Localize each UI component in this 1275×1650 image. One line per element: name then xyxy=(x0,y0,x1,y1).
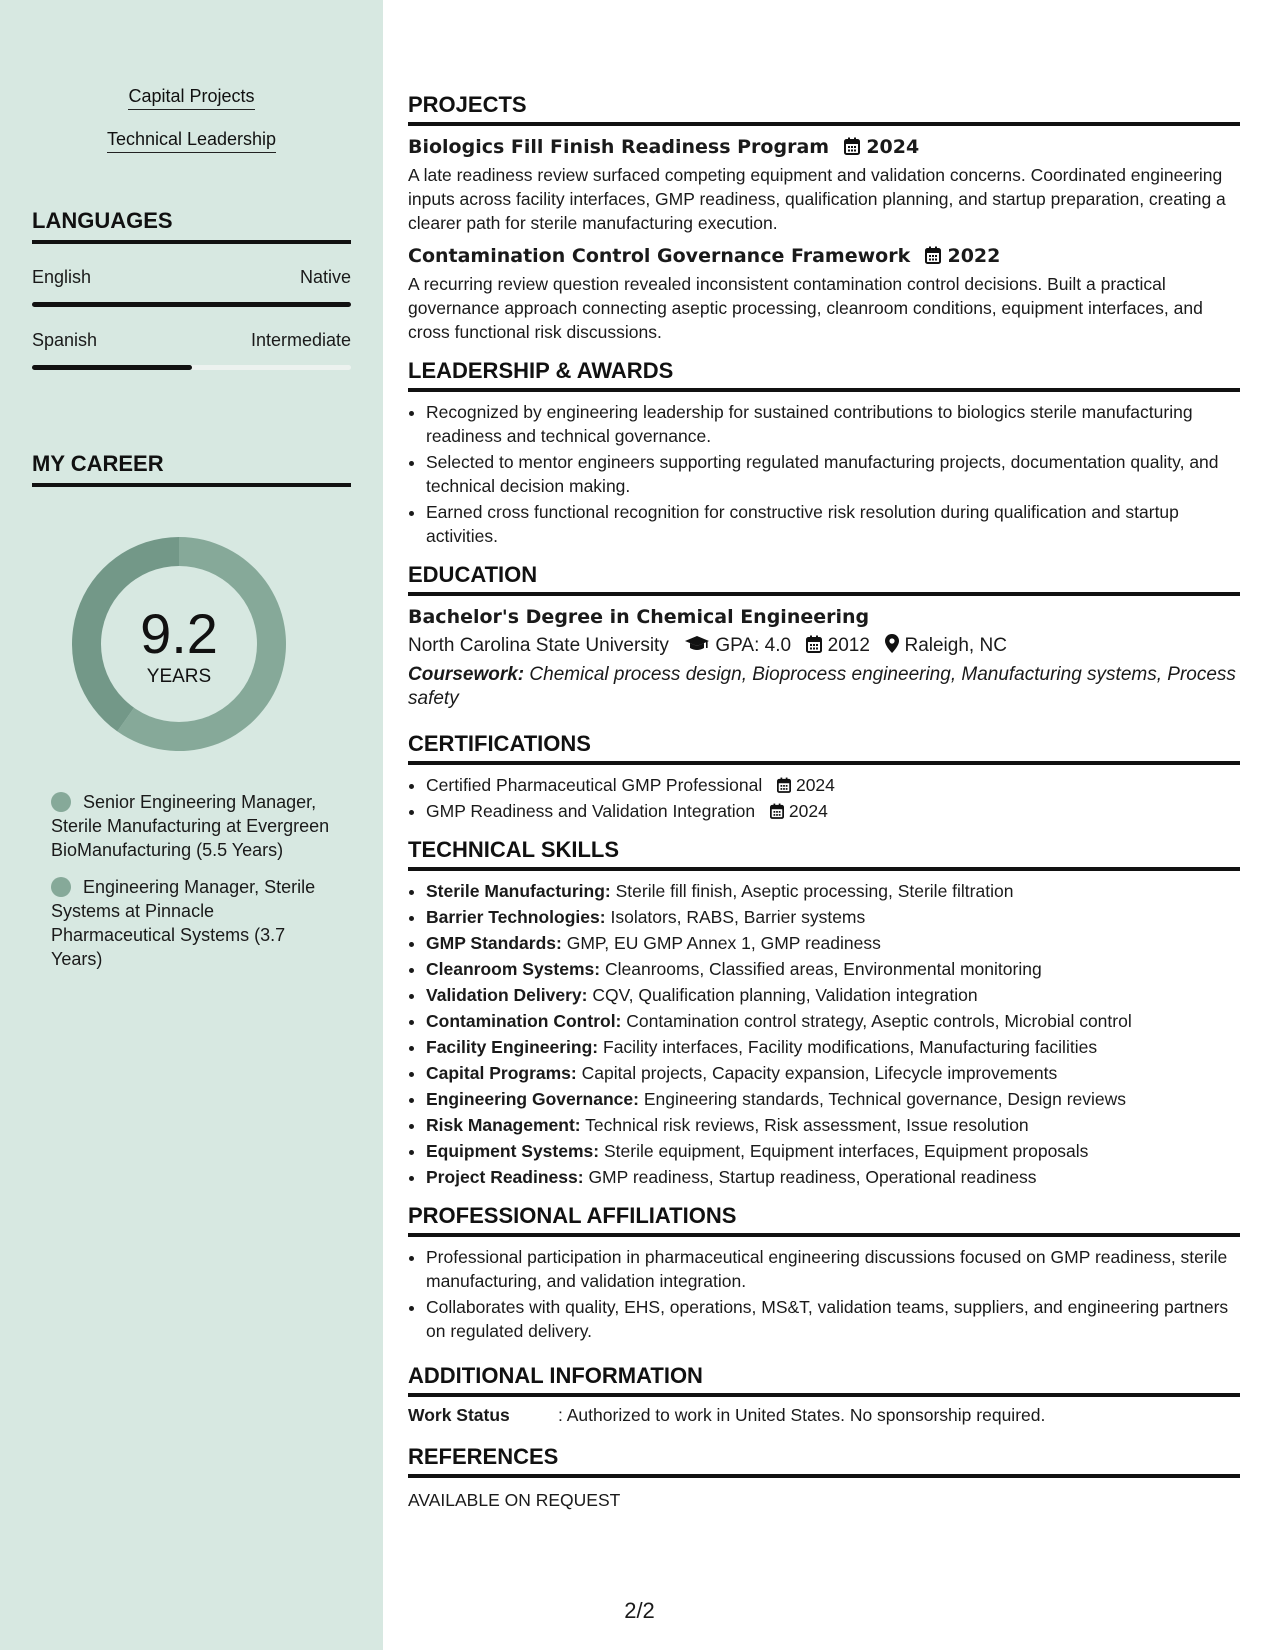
projects-section xyxy=(408,92,1240,344)
career-item-text: Senior Engineering Manager, Sterile Manufacturing at Evergreen BioManufacturing (5.5 Years) xyxy=(51,792,330,860)
certification-date: 2024 xyxy=(795,775,835,795)
skill-label: Sterile Manufacturing: xyxy=(426,881,611,901)
calendar-icon xyxy=(770,803,784,819)
language-proficiency-bar xyxy=(32,365,351,370)
languages-section xyxy=(32,208,351,370)
skill-value: Facility interfaces, Facility modifications, Manufacturing facilities xyxy=(603,1037,1098,1057)
leadership-section xyxy=(408,358,1240,548)
skill-item xyxy=(426,1087,1240,1111)
skill-value: GMP, EU GMP Annex 1, GMP readiness xyxy=(566,933,881,953)
career-item xyxy=(51,875,341,971)
language-level: Intermediate xyxy=(250,330,351,350)
skill-value: CQV, Qualification planning, Validation integration xyxy=(592,985,978,1005)
skills-heading: TECHNICAL SKILLS xyxy=(408,837,1240,871)
skill-item xyxy=(426,931,1240,955)
skill-value: Cleanrooms, Classified areas, Environmental monitoring xyxy=(604,959,1042,979)
skills-section xyxy=(408,837,1240,1189)
certification-name: GMP Readiness and Validation Integration xyxy=(426,801,756,821)
skill-value: Contamination control strategy, Aseptic controls, Microbial control xyxy=(626,1011,1132,1031)
skill-value: Sterile equipment, Equipment interfaces, Equipment proposals xyxy=(603,1141,1089,1161)
career-item-text: Engineering Manager, Sterile Systems at Pinnacle Pharmaceutical Systems (3.7 Years) xyxy=(51,877,316,969)
certifications-heading: CERTIFICATIONS xyxy=(408,731,1240,765)
work-status-row xyxy=(408,1405,1240,1426)
language-level: Native xyxy=(299,267,351,287)
career-dot-icon xyxy=(51,877,71,897)
career-item xyxy=(51,790,341,862)
skill-value: Technical risk reviews, Risk assessment, Issue resolution xyxy=(585,1115,1029,1135)
project-title: Biologics Fill Finish Readiness Program xyxy=(408,136,830,158)
affiliation-item: • Collaborates with quality, EHS, operations, MS&T, validation teams, suppliers, and engineering partners on regulated delivery. xyxy=(426,1295,1240,1343)
project-date: 2024 xyxy=(866,136,920,158)
project-date: 2022 xyxy=(947,245,1001,267)
education-degree: Bachelor's Degree in Chemical Engineering xyxy=(408,606,870,628)
leadership-item: • Recognized by engineering leadership for sustained contributions to biologics sterile manufacturing readiness and technical governance. xyxy=(426,400,1240,448)
career-dot-icon xyxy=(51,792,71,812)
education-section xyxy=(408,562,1240,711)
education-location: Raleigh, NC xyxy=(904,635,1007,656)
skill-label: Capital Programs: xyxy=(426,1063,577,1083)
career-total-years: 9.2 xyxy=(140,602,218,665)
skill-item xyxy=(426,905,1240,929)
leadership-heading: LEADERSHIP & AWARDS xyxy=(408,358,1240,392)
skill-item xyxy=(426,983,1240,1007)
education-heading: EDUCATION xyxy=(408,562,1240,596)
education-gpa: GPA: 4.0 xyxy=(715,635,792,656)
skill-label: Facility Engineering: xyxy=(426,1037,599,1057)
skill-item xyxy=(426,1009,1240,1033)
project-item xyxy=(408,245,1240,344)
project-description: A recurring review question revealed inconsistent contamination control decisions. Built a practical governance approach connecting aseptic processing, cleanroom conditions, equipment interfaces, and cross functional risk discussions. xyxy=(408,274,1203,342)
languages-heading: LANGUAGES xyxy=(32,208,351,244)
leadership-item: • Selected to mentor engineers supporting regulated manufacturing projects, documentation quality, and technical decision making. xyxy=(426,450,1240,498)
projects-heading: PROJECTS xyxy=(408,92,1240,126)
affiliations-heading: PROFESSIONAL AFFILIATIONS xyxy=(408,1203,1240,1237)
references-section xyxy=(408,1444,1240,1511)
sidebar xyxy=(0,0,383,1650)
leadership-item: • Earned cross functional recognition for constructive risk resolution during qualification and startup activities. xyxy=(426,500,1240,548)
language-proficiency-fill xyxy=(32,302,351,307)
additional-heading: ADDITIONAL INFORMATION xyxy=(408,1363,1240,1397)
skill-label: Equipment Systems: xyxy=(426,1141,600,1161)
references-heading: REFERENCES xyxy=(408,1444,1240,1478)
language-item xyxy=(32,330,351,370)
skill-item xyxy=(426,1139,1240,1163)
graduation-cap-icon xyxy=(684,635,710,653)
education-school: North Carolina State University xyxy=(408,635,669,656)
project-description: A late readiness review surfaced competing equipment and validation concerns. Coordinated engineering inputs across facility interfaces, GMP readiness, qualification planning, and startup preparation, creating a clearer path for sterile manufacturing execution. xyxy=(408,165,1226,233)
work-status-label: Work Status xyxy=(408,1405,510,1425)
location-pin-icon xyxy=(885,634,899,653)
language-item xyxy=(32,267,351,307)
education-meta xyxy=(408,634,1240,657)
skills-list xyxy=(408,879,1240,1189)
skill-item xyxy=(426,957,1240,981)
skill-value: Capital projects, Capacity expansion, Lifecycle improvements xyxy=(581,1063,1058,1083)
education-year: 2012 xyxy=(827,635,870,656)
additional-section xyxy=(408,1363,1240,1426)
project-title: Contamination Control Governance Framework xyxy=(408,245,911,267)
affiliations-section xyxy=(408,1203,1240,1343)
skill-item xyxy=(426,879,1240,903)
skill-label: Project Readiness: xyxy=(426,1167,584,1187)
skill-value: GMP readiness, Startup readiness, Operational readiness xyxy=(588,1167,1037,1187)
skill-value: Sterile fill finish, Aseptic processing, Sterile filtration xyxy=(615,881,1014,901)
career-years-label: YEARS xyxy=(146,666,212,687)
calendar-icon xyxy=(925,246,941,264)
skill-label: Contamination Control: xyxy=(426,1011,622,1031)
affiliation-item: • Professional participation in pharmaceutical engineering discussions focused on GMP readiness, sterile manufacturing, and validation integration. xyxy=(426,1245,1240,1293)
skill-link-capital-projects[interactable]: Capital Projects xyxy=(128,86,254,110)
work-status-value: : Authorized to work in United States. No sponsorship required. xyxy=(558,1405,1046,1425)
skill-item xyxy=(426,1061,1240,1085)
project-item xyxy=(408,136,1240,235)
career-heading: MY CAREER xyxy=(32,451,351,487)
skill-value: Engineering standards, Technical governance, Design reviews xyxy=(643,1089,1127,1109)
coursework-text: Chemical process design, Bioprocess engineering, Manufacturing systems, Process safety xyxy=(408,664,1236,709)
certification-name: Certified Pharmaceutical GMP Professional xyxy=(426,775,763,795)
language-name: English xyxy=(32,267,92,287)
career-donut-chart xyxy=(66,531,292,757)
skill-value: Isolators, RABS, Barrier systems xyxy=(610,907,866,927)
coursework-label: Coursework: xyxy=(408,664,525,685)
career-list xyxy=(51,790,341,984)
education-coursework xyxy=(408,663,1240,711)
page-number-text: 2/2 xyxy=(624,1598,655,1623)
page-number xyxy=(0,1598,1275,1624)
skill-item xyxy=(426,1035,1240,1059)
calendar-icon xyxy=(777,777,791,793)
main-content xyxy=(408,92,1240,1525)
references-text: AVAILABLE ON REQUEST xyxy=(408,1490,621,1510)
certification-item xyxy=(426,773,1240,797)
certification-item xyxy=(426,799,1240,823)
language-proficiency-fill xyxy=(32,365,192,370)
skill-label: Risk Management: xyxy=(426,1115,581,1135)
skill-item xyxy=(426,1113,1240,1137)
skill-label: Cleanroom Systems: xyxy=(426,959,601,979)
skill-label: GMP Standards: xyxy=(426,933,562,953)
skill-label: Barrier Technologies: xyxy=(426,907,606,927)
sidebar-links xyxy=(0,86,383,172)
skill-link-technical-leadership[interactable]: Technical Leadership xyxy=(107,129,276,153)
career-section xyxy=(32,451,351,487)
skill-label: Validation Delivery: xyxy=(426,985,588,1005)
certifications-section xyxy=(408,731,1240,823)
skill-item xyxy=(426,1165,1240,1189)
skill-label: Engineering Governance: xyxy=(426,1089,639,1109)
certification-date: 2024 xyxy=(788,801,828,821)
language-name: Spanish xyxy=(32,330,98,350)
calendar-icon xyxy=(844,137,860,155)
language-proficiency-bar xyxy=(32,302,351,307)
calendar-icon xyxy=(806,635,822,653)
